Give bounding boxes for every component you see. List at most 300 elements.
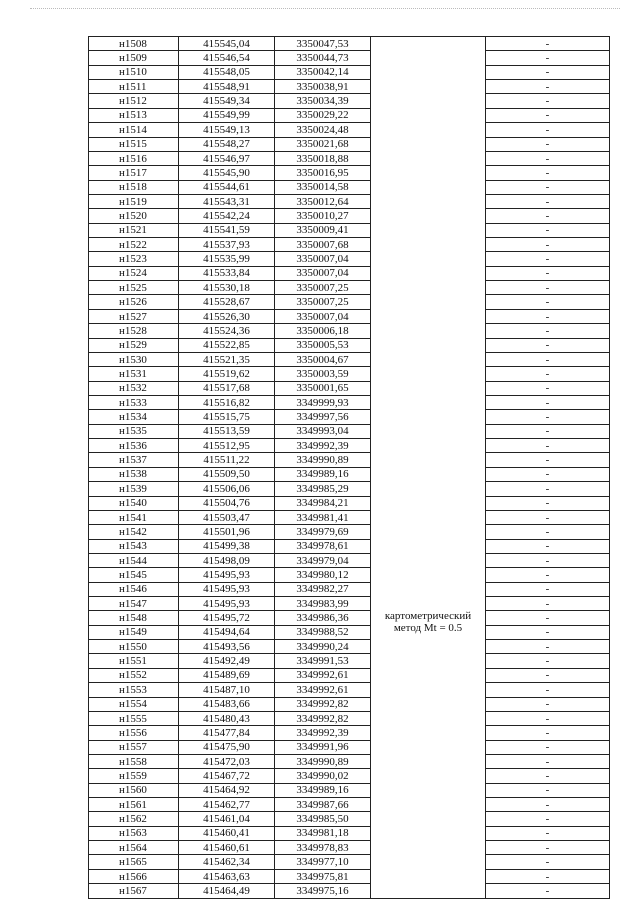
y-coordinate-cell: 3350005,53 (275, 338, 371, 352)
x-coordinate-cell: 415477,84 (179, 726, 275, 740)
accuracy-cell: - (486, 108, 610, 122)
y-coordinate-cell: 3349992,39 (275, 726, 371, 740)
accuracy-cell: - (486, 137, 610, 151)
point-id-cell: н1529 (89, 338, 179, 352)
y-coordinate-cell: 3349992,39 (275, 439, 371, 453)
accuracy-cell: - (486, 496, 610, 510)
table-row (89, 582, 610, 596)
point-id-cell: н1520 (89, 209, 179, 223)
x-coordinate-cell: 415460,61 (179, 841, 275, 855)
x-coordinate-cell: 415543,31 (179, 194, 275, 208)
table-row (89, 496, 610, 510)
accuracy-cell: - (486, 166, 610, 180)
table-row (89, 252, 610, 266)
point-id-cell: н1567 (89, 884, 179, 898)
point-id-cell: н1545 (89, 568, 179, 582)
table-row (89, 453, 610, 467)
x-coordinate-cell: 415537,93 (179, 238, 275, 252)
table-row (89, 553, 610, 567)
accuracy-cell: - (486, 180, 610, 194)
point-id-cell: н1541 (89, 510, 179, 524)
accuracy-cell: - (486, 884, 610, 898)
table-row (89, 568, 610, 582)
point-id-cell: н1522 (89, 238, 179, 252)
x-coordinate-cell: 415494,64 (179, 625, 275, 639)
table-row (89, 281, 610, 295)
x-coordinate-cell: 415513,59 (179, 424, 275, 438)
y-coordinate-cell: 3350018,88 (275, 151, 371, 165)
table-row (89, 194, 610, 208)
point-id-cell: н1525 (89, 281, 179, 295)
accuracy-cell: - (486, 611, 610, 625)
table-row (89, 338, 610, 352)
y-coordinate-cell: 3349987,66 (275, 798, 371, 812)
point-id-cell: н1554 (89, 697, 179, 711)
x-coordinate-cell: 415526,30 (179, 309, 275, 323)
table-row (89, 597, 610, 611)
table-row (89, 395, 610, 409)
x-coordinate-cell: 415467,72 (179, 769, 275, 783)
point-id-cell: н1521 (89, 223, 179, 237)
y-coordinate-cell: 3349992,82 (275, 711, 371, 725)
point-id-cell: н1564 (89, 841, 179, 855)
point-id-cell: н1557 (89, 740, 179, 754)
x-coordinate-cell: 415528,67 (179, 295, 275, 309)
accuracy-cell: - (486, 65, 610, 79)
point-id-cell: н1510 (89, 65, 179, 79)
table-row (89, 180, 610, 194)
y-coordinate-cell: 3349989,16 (275, 783, 371, 797)
point-id-cell: н1539 (89, 482, 179, 496)
y-coordinate-cell: 3350007,25 (275, 281, 371, 295)
table-row (89, 697, 610, 711)
x-coordinate-cell: 415493,56 (179, 640, 275, 654)
accuracy-cell: - (486, 697, 610, 711)
y-coordinate-cell: 3350007,04 (275, 309, 371, 323)
accuracy-cell: - (486, 295, 610, 309)
point-id-cell: н1555 (89, 711, 179, 725)
accuracy-cell: - (486, 467, 610, 481)
table-row (89, 94, 610, 108)
x-coordinate-cell: 415535,99 (179, 252, 275, 266)
y-coordinate-cell: 3349979,69 (275, 525, 371, 539)
point-id-cell: н1563 (89, 826, 179, 840)
x-coordinate-cell: 415516,82 (179, 395, 275, 409)
table-row (89, 80, 610, 94)
table-row (89, 123, 610, 137)
x-coordinate-cell: 415472,03 (179, 754, 275, 768)
point-id-cell: н1559 (89, 769, 179, 783)
y-coordinate-cell: 3350004,67 (275, 352, 371, 366)
y-coordinate-cell: 3350021,68 (275, 137, 371, 151)
accuracy-cell: - (486, 783, 610, 797)
table-row (89, 654, 610, 668)
x-coordinate-cell: 415549,13 (179, 123, 275, 137)
y-coordinate-cell: 3349993,04 (275, 424, 371, 438)
point-id-cell: н1509 (89, 51, 179, 65)
table-row (89, 884, 610, 898)
y-coordinate-cell: 3349985,50 (275, 812, 371, 826)
accuracy-cell: - (486, 754, 610, 768)
point-id-cell: н1566 (89, 869, 179, 883)
accuracy-cell: - (486, 367, 610, 381)
scan-artifact-line (30, 8, 620, 12)
x-coordinate-cell: 415503,47 (179, 510, 275, 524)
table-row (89, 740, 610, 754)
point-id-cell: н1551 (89, 654, 179, 668)
point-id-cell: н1523 (89, 252, 179, 266)
table-row (89, 367, 610, 381)
y-coordinate-cell: 3349991,53 (275, 654, 371, 668)
table-row (89, 711, 610, 725)
x-coordinate-cell: 415511,22 (179, 453, 275, 467)
coordinates-table (88, 36, 610, 899)
x-coordinate-cell: 415464,49 (179, 884, 275, 898)
accuracy-cell: - (486, 410, 610, 424)
x-coordinate-cell: 415545,90 (179, 166, 275, 180)
point-id-cell: н1565 (89, 855, 179, 869)
accuracy-cell: - (486, 324, 610, 338)
point-id-cell: н1543 (89, 539, 179, 553)
point-id-cell: н1528 (89, 324, 179, 338)
x-coordinate-cell: 415548,05 (179, 65, 275, 79)
x-coordinate-cell: 415544,61 (179, 180, 275, 194)
table-row (89, 108, 610, 122)
x-coordinate-cell: 415519,62 (179, 367, 275, 381)
table-row (89, 841, 610, 855)
accuracy-cell: - (486, 194, 610, 208)
y-coordinate-cell: 3349981,41 (275, 510, 371, 524)
x-coordinate-cell: 415464,92 (179, 783, 275, 797)
accuracy-cell: - (486, 338, 610, 352)
accuracy-cell: - (486, 683, 610, 697)
y-coordinate-cell: 3349982,27 (275, 582, 371, 596)
y-coordinate-cell: 3349979,04 (275, 553, 371, 567)
x-coordinate-cell: 415504,76 (179, 496, 275, 510)
y-coordinate-cell: 3349978,83 (275, 841, 371, 855)
table-row (89, 223, 610, 237)
table-row (89, 410, 610, 424)
x-coordinate-cell: 415475,90 (179, 740, 275, 754)
x-coordinate-cell: 415495,93 (179, 582, 275, 596)
y-coordinate-cell: 3349975,81 (275, 869, 371, 883)
x-coordinate-cell: 415521,35 (179, 352, 275, 366)
y-coordinate-cell: 3349999,93 (275, 395, 371, 409)
y-coordinate-cell: 3349983,99 (275, 597, 371, 611)
accuracy-cell: - (486, 453, 610, 467)
accuracy-cell: - (486, 582, 610, 596)
accuracy-cell: - (486, 51, 610, 65)
x-coordinate-cell: 415545,04 (179, 37, 275, 51)
table-row (89, 812, 610, 826)
point-id-cell: н1526 (89, 295, 179, 309)
y-coordinate-cell: 3350044,73 (275, 51, 371, 65)
point-id-cell: н1508 (89, 37, 179, 51)
x-coordinate-cell: 415501,96 (179, 525, 275, 539)
table-row (89, 482, 610, 496)
x-coordinate-cell: 415480,43 (179, 711, 275, 725)
point-id-cell: н1552 (89, 668, 179, 682)
y-coordinate-cell: 3349990,24 (275, 640, 371, 654)
point-id-cell: н1530 (89, 352, 179, 366)
x-coordinate-cell: 415549,99 (179, 108, 275, 122)
table-row (89, 726, 610, 740)
point-id-cell: н1560 (89, 783, 179, 797)
table-row (89, 611, 610, 625)
table-row (89, 137, 610, 151)
accuracy-cell: - (486, 640, 610, 654)
x-coordinate-cell: 415461,04 (179, 812, 275, 826)
point-id-cell: н1534 (89, 410, 179, 424)
accuracy-cell: - (486, 37, 610, 51)
point-id-cell: н1542 (89, 525, 179, 539)
accuracy-cell: - (486, 123, 610, 137)
point-id-cell: н1558 (89, 754, 179, 768)
table-row (89, 439, 610, 453)
table-row (89, 798, 610, 812)
y-coordinate-cell: 3349980,12 (275, 568, 371, 582)
x-coordinate-cell: 415495,93 (179, 568, 275, 582)
table-row (89, 424, 610, 438)
point-id-cell: н1544 (89, 553, 179, 567)
y-coordinate-cell: 3349990,02 (275, 769, 371, 783)
point-id-cell: н1536 (89, 439, 179, 453)
point-id-cell: н1549 (89, 625, 179, 639)
table-row (89, 640, 610, 654)
y-coordinate-cell: 3349977,10 (275, 855, 371, 869)
point-id-cell: н1527 (89, 309, 179, 323)
x-coordinate-cell: 415548,27 (179, 137, 275, 151)
y-coordinate-cell: 3350003,59 (275, 367, 371, 381)
y-coordinate-cell: 3350006,18 (275, 324, 371, 338)
method-cell (371, 37, 486, 899)
y-coordinate-cell: 3349981,18 (275, 826, 371, 840)
point-id-cell: н1547 (89, 597, 179, 611)
y-coordinate-cell: 3350029,22 (275, 108, 371, 122)
point-id-cell: н1561 (89, 798, 179, 812)
point-id-cell: н1546 (89, 582, 179, 596)
x-coordinate-cell: 415495,72 (179, 611, 275, 625)
accuracy-cell: - (486, 309, 610, 323)
x-coordinate-cell: 415542,24 (179, 209, 275, 223)
point-id-cell: н1550 (89, 640, 179, 654)
point-id-cell: н1511 (89, 80, 179, 94)
table-row (89, 309, 610, 323)
y-coordinate-cell: 3350014,58 (275, 180, 371, 194)
accuracy-cell: - (486, 711, 610, 725)
x-coordinate-cell: 415492,49 (179, 654, 275, 668)
accuracy-cell: - (486, 625, 610, 639)
table-row (89, 352, 610, 366)
y-coordinate-cell: 3349988,52 (275, 625, 371, 639)
point-id-cell: н1513 (89, 108, 179, 122)
y-coordinate-cell: 3349984,21 (275, 496, 371, 510)
accuracy-cell: - (486, 568, 610, 582)
accuracy-cell: - (486, 209, 610, 223)
table-row (89, 381, 610, 395)
point-id-cell: н1562 (89, 812, 179, 826)
accuracy-cell: - (486, 726, 610, 740)
table-row (89, 238, 610, 252)
y-coordinate-cell: 3350047,53 (275, 37, 371, 51)
y-coordinate-cell: 3349990,89 (275, 754, 371, 768)
y-coordinate-cell: 3350012,64 (275, 194, 371, 208)
y-coordinate-cell: 3350034,39 (275, 94, 371, 108)
y-coordinate-cell: 3349997,56 (275, 410, 371, 424)
accuracy-cell: - (486, 223, 610, 237)
x-coordinate-cell: 415498,09 (179, 553, 275, 567)
accuracy-cell: - (486, 826, 610, 840)
table-row (89, 467, 610, 481)
table-row (89, 51, 610, 65)
table-row (89, 683, 610, 697)
point-id-cell: н1553 (89, 683, 179, 697)
point-id-cell: н1532 (89, 381, 179, 395)
y-coordinate-cell: 3349978,61 (275, 539, 371, 553)
x-coordinate-cell: 415517,68 (179, 381, 275, 395)
accuracy-cell: - (486, 597, 610, 611)
point-id-cell: н1531 (89, 367, 179, 381)
x-coordinate-cell: 415512,95 (179, 439, 275, 453)
x-coordinate-cell: 415541,59 (179, 223, 275, 237)
accuracy-cell: - (486, 553, 610, 567)
point-id-cell: н1517 (89, 166, 179, 180)
table-row (89, 209, 610, 223)
table-row (89, 783, 610, 797)
x-coordinate-cell: 415462,77 (179, 798, 275, 812)
accuracy-cell: - (486, 812, 610, 826)
x-coordinate-cell: 415533,84 (179, 266, 275, 280)
x-coordinate-cell: 415515,75 (179, 410, 275, 424)
x-coordinate-cell: 415509,50 (179, 467, 275, 481)
y-coordinate-cell: 3350007,04 (275, 252, 371, 266)
table-row (89, 826, 610, 840)
point-id-cell: н1519 (89, 194, 179, 208)
point-id-cell: н1538 (89, 467, 179, 481)
table-row (89, 166, 610, 180)
accuracy-cell: - (486, 869, 610, 883)
accuracy-cell: - (486, 769, 610, 783)
accuracy-cell: - (486, 80, 610, 94)
accuracy-cell: - (486, 381, 610, 395)
x-coordinate-cell: 415546,54 (179, 51, 275, 65)
table-row (89, 855, 610, 869)
coordinates-table-body (89, 37, 610, 899)
y-coordinate-cell: 3349985,29 (275, 482, 371, 496)
point-id-cell: н1533 (89, 395, 179, 409)
accuracy-cell: - (486, 424, 610, 438)
y-coordinate-cell: 3349989,16 (275, 467, 371, 481)
accuracy-cell: - (486, 266, 610, 280)
x-coordinate-cell: 415546,97 (179, 151, 275, 165)
accuracy-cell: - (486, 525, 610, 539)
point-id-cell: н1514 (89, 123, 179, 137)
y-coordinate-cell: 3350042,14 (275, 65, 371, 79)
y-coordinate-cell: 3350038,91 (275, 80, 371, 94)
table-row (89, 869, 610, 883)
point-id-cell: н1540 (89, 496, 179, 510)
table-row (89, 539, 610, 553)
y-coordinate-cell: 3350007,68 (275, 238, 371, 252)
point-id-cell: н1535 (89, 424, 179, 438)
x-coordinate-cell: 415530,18 (179, 281, 275, 295)
table-row (89, 151, 610, 165)
accuracy-cell: - (486, 352, 610, 366)
y-coordinate-cell: 3349992,61 (275, 668, 371, 682)
x-coordinate-cell: 415524,36 (179, 324, 275, 338)
x-coordinate-cell: 415462,34 (179, 855, 275, 869)
y-coordinate-cell: 3349986,36 (275, 611, 371, 625)
y-coordinate-cell: 3350024,48 (275, 123, 371, 137)
point-id-cell: н1516 (89, 151, 179, 165)
accuracy-cell: - (486, 668, 610, 682)
table-row (89, 668, 610, 682)
accuracy-cell: - (486, 439, 610, 453)
accuracy-cell: - (486, 238, 610, 252)
x-coordinate-cell: 415499,38 (179, 539, 275, 553)
accuracy-cell: - (486, 654, 610, 668)
accuracy-cell: - (486, 855, 610, 869)
method-text: картометрический метод Mt = 0.5 (384, 610, 472, 635)
y-coordinate-cell: 3350016,95 (275, 166, 371, 180)
table-row (89, 266, 610, 280)
point-id-cell: н1515 (89, 137, 179, 151)
accuracy-cell: - (486, 740, 610, 754)
y-coordinate-cell: 3350010,27 (275, 209, 371, 223)
table-row (89, 625, 610, 639)
table-row (89, 37, 610, 51)
accuracy-cell: - (486, 841, 610, 855)
table-row (89, 525, 610, 539)
x-coordinate-cell: 415548,91 (179, 80, 275, 94)
point-id-cell: н1537 (89, 453, 179, 467)
x-coordinate-cell: 415489,69 (179, 668, 275, 682)
y-coordinate-cell: 3349990,89 (275, 453, 371, 467)
accuracy-cell: - (486, 252, 610, 266)
point-id-cell: н1556 (89, 726, 179, 740)
x-coordinate-cell: 415463,63 (179, 869, 275, 883)
table-row (89, 510, 610, 524)
y-coordinate-cell: 3349991,96 (275, 740, 371, 754)
y-coordinate-cell: 3349992,61 (275, 683, 371, 697)
x-coordinate-cell: 415483,66 (179, 697, 275, 711)
y-coordinate-cell: 3350001,65 (275, 381, 371, 395)
table-row (89, 754, 610, 768)
point-id-cell: н1548 (89, 611, 179, 625)
table-row (89, 324, 610, 338)
table-row (89, 769, 610, 783)
accuracy-cell: - (486, 94, 610, 108)
y-coordinate-cell: 3349975,16 (275, 884, 371, 898)
accuracy-cell: - (486, 281, 610, 295)
accuracy-cell: - (486, 539, 610, 553)
table-row (89, 65, 610, 79)
accuracy-cell: - (486, 395, 610, 409)
accuracy-cell: - (486, 482, 610, 496)
accuracy-cell: - (486, 510, 610, 524)
table-row (89, 295, 610, 309)
x-coordinate-cell: 415460,41 (179, 826, 275, 840)
accuracy-cell: - (486, 798, 610, 812)
point-id-cell: н1512 (89, 94, 179, 108)
x-coordinate-cell: 415506,06 (179, 482, 275, 496)
x-coordinate-cell: 415487,10 (179, 683, 275, 697)
accuracy-cell: - (486, 151, 610, 165)
y-coordinate-cell: 3350007,25 (275, 295, 371, 309)
point-id-cell: н1524 (89, 266, 179, 280)
y-coordinate-cell: 3350009,41 (275, 223, 371, 237)
x-coordinate-cell: 415522,85 (179, 338, 275, 352)
